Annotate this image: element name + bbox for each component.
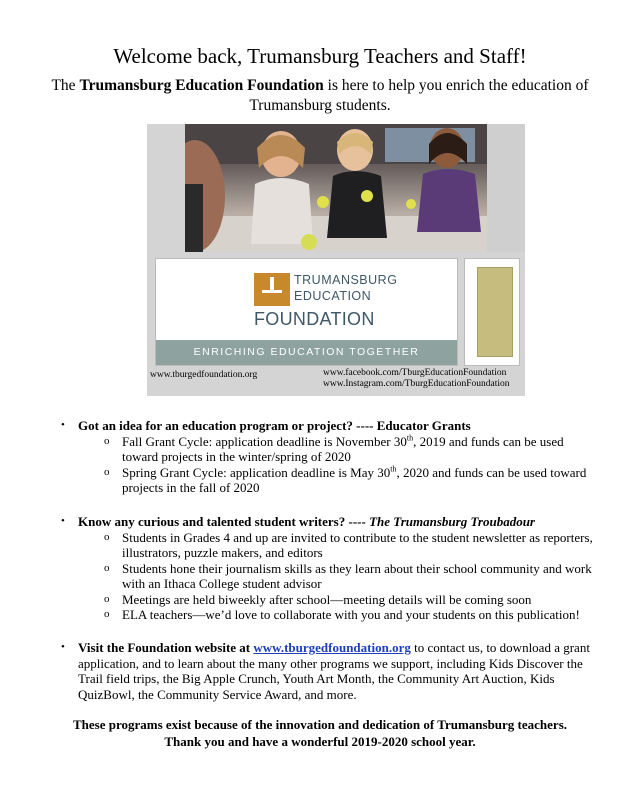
flyer-instagram-url: www.Instagram.com/TburgEducationFoundation	[323, 379, 510, 389]
closing-line-1: These programs exist because of the innovation and dedication of Trumansburg teachers.	[72, 717, 567, 732]
intro-text-start: The	[51, 77, 80, 94]
flyer-website-url: www.tburgedfoundation.org	[150, 370, 258, 380]
grants-bullet: •	[61, 419, 65, 431]
website-lead: Visit the Foundation website at	[78, 640, 254, 655]
flyer-facebook-url: www.facebook.com/TburgEducationFoundation	[323, 368, 507, 378]
flyer-side-panel	[464, 258, 520, 366]
spring-grant-item: o Spring Grant Cycle: application deadline is May 30th, 2020 and funds can be used toward projects in the fall of 2020	[104, 464, 587, 495]
flyer-side-swatch	[477, 267, 513, 357]
flyer-social-links	[323, 368, 510, 390]
troubadour-heading: Know any curious and talented student writers? ---- The Trumansburg Troubadour	[78, 514, 535, 529]
list-item: o Students in Grades 4 and up are invited to contribute to the student newsletter as reporters, illustrators, puzzle makers, and editors	[104, 529, 593, 560]
logo-text-trumansburg: TRUMANSBURG	[294, 273, 398, 287]
list-item: o Meetings are held biweekly after school—meeting details will be coming soon	[104, 591, 532, 607]
list-item: o ELA teachers—we’d love to collaborate with you and your students on this publication!	[104, 607, 580, 622]
grants-section	[61, 418, 598, 496]
logo-text-foundation: FOUNDATION	[254, 309, 375, 329]
foundation-logo-panel	[155, 258, 458, 366]
foundation-website-link[interactable]: www.tburgedfoundation.org	[253, 640, 411, 655]
photo-edge-panel	[487, 124, 525, 252]
list-bullet: o	[104, 530, 110, 543]
intro-text-end: is here to help you enrich the education of Trumansburg students.	[249, 77, 589, 114]
tagline-banner: ENRICHING EDUCATION TOGETHER	[156, 340, 457, 365]
logo-text-education: EDUCATION	[294, 289, 372, 303]
website-paragraph	[78, 640, 598, 702]
closing-line-2: Thank you and have a wonderful 2019-2020 school year.	[164, 734, 476, 749]
newsletter-name: The Trumansburg Troubadour	[369, 514, 535, 529]
list-bullet: o	[104, 608, 110, 620]
list-bullet: o	[104, 434, 110, 447]
website-description: to contact us, to download a grant application, and to learn about the many other programs we support, including Kids Discover the Trail field trips, the Big Apple Crunch, Youth Art Month, the Community Art Auction, Kids QuizBowl, the Community Service Award, and more.	[78, 640, 590, 702]
classroom-photo	[185, 124, 487, 252]
list-bullet: o	[104, 465, 110, 478]
book-tree-logo-icon	[254, 273, 290, 306]
website-section	[61, 640, 598, 702]
intro-paragraph	[40, 76, 600, 116]
closing-message	[40, 716, 600, 750]
foundation-name: Trumansburg Education Foundation	[79, 77, 324, 94]
troubadour-bullet: •	[61, 515, 65, 527]
troubadour-section	[61, 514, 598, 623]
fall-grant-item: o Fall Grant Cycle: application deadline is November 30th, 2019 and funds can be used toward projects in the winter/spring of 2020	[104, 433, 564, 464]
list-item: o Students hone their journalism skills as they learn about their school community and work with an Ithaca College student advisor	[104, 560, 592, 591]
list-bullet: o	[104, 561, 110, 574]
list-bullet: o	[104, 592, 110, 605]
grants-heading: Got an idea for an education program or project? ---- Educator Grants	[78, 418, 471, 433]
classroom-photo-illustration	[185, 124, 487, 252]
website-bullet: •	[61, 641, 65, 653]
foundation-flyer-image	[147, 124, 525, 396]
page-title: Welcome back, Trumansburg Teachers and Staff!	[113, 44, 527, 68]
